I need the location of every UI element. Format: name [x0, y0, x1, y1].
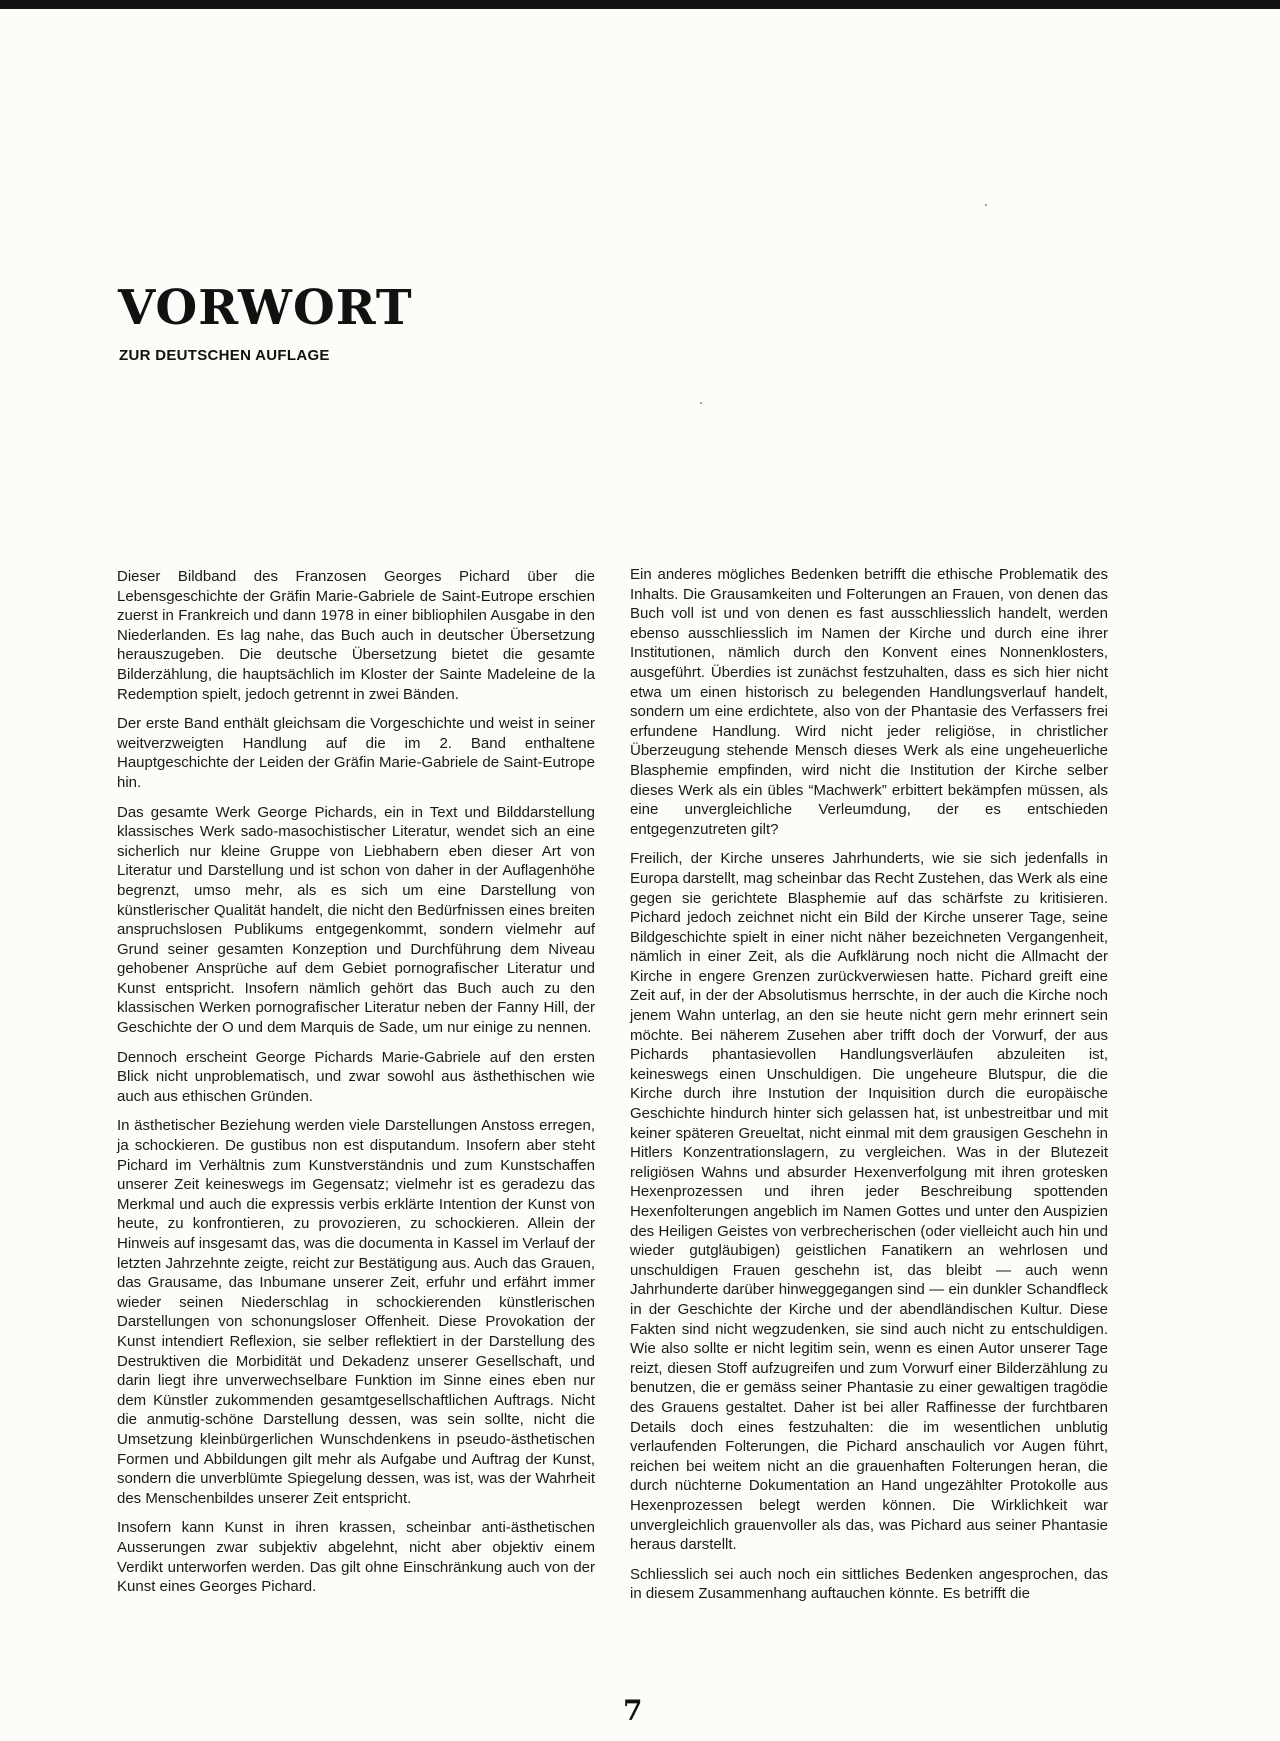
paragraph: Schliesslich sei auch noch ein sittliches Bedenken angesprochen, das in diesem Zusammenhang auftauchen könnte. Es betrifft die — [630, 1565, 1108, 1603]
paragraph: Ein anderes mögliches Bedenken betrifft die ethische Problematik des Inhalts. Die Grausamkeiten und Folterungen an Frauen, von denen das Buch voll ist und von denen es fast ausschliesslich handelt, werden ebenso ausschliesslich im Namen der Kirche und durch eine ihrer Institutionen, nämlich durch den Konvent eines Nonnenklosters, ausgeführt. Überdies ist zunächst festzuhalten, dass es sich hier nicht etwa um einen historisch zu belegenden Handlungsverlauf handelt, sondern um eine erdichtete, also von der Phantasie des Verfassers frei erfundene Handlung. Wird nicht jeder religiöse, in christlicher Überzeugung stehende Mensch dieses Werk als eine ungeheuerliche Blasphemie empfinden, wird nicht die Institution der Kirche selber dieses Werk als ein übles “Machwerk” erbittert bekämpfen müssen, als eine unvergleichliche Verleumdung, der es entschieden entgegenzutreten gilt? — [630, 566, 1108, 838]
paragraph: Dieser Bildband des Franzosen Georges Pichard über die Lebensgeschichte der Gräfin Marie-Gabriele de Saint-Eutrope erschien zuerst in Frankreich und dann 1978 in einer bibliophilen Ausgabe in den Niederlanden. Es lag nahe, das Buch auch in deutscher Übersetzung herauszugeben. Die deutsche Übersetzung bietet die gesamte Bilderzählung, die hauptsächlich im Kloster der Sainte Madeleine de la Redemption spielt, jedoch getrennt in zwei Bänden. — [117, 568, 595, 703]
paragraph: Der erste Band enthält gleichsam die Vorgeschichte und weist in seiner weitverzweigten Handlung auf die im 2. Band enthaltene Hauptgeschichte der Leiden der Gräfin Marie-Gabriele de Saint-Eutrope hin. — [117, 715, 595, 791]
paper-speck — [700, 402, 702, 404]
page-title: VORWORT — [118, 280, 413, 336]
right-text-column — [630, 565, 1108, 1614]
page-number: 7 — [623, 1694, 643, 1727]
paragraph: Freilich, der Kirche unseres Jahrhunderts, wie sie sich jedenfalls in Europa darstellt, mag scheinbar das Recht Zustehen, das Werk als eine gegen sie gerichtete Blasphemie auf das schärfste zu kritisieren. Pichard jedoch zeichnet nicht ein Bild der Kirche unserer Tage, seine Bildgeschichte spielt in einer nicht näher bezeichneten Vergangenheit, nämlich in einer Zeit, als die Aufklärung noch nicht die Allmacht der Kirche in engere Grenzen zurückverwiesen hatte. Pichard greift eine Zeit auf, in der der Absolutismus herrschte, in der auch die Kirche noch jenem Wahn unterlag, an den sie heute nicht gern mehr erinnert sein möchte. Bei näherem Zusehen aber trifft doch der Vorwurf, der aus Pichards phantasievollen Handlungsverläufen abzuleiten ist, keineswegs einen Unschuldigen. Die ungeheure Blutspur, die die Kirche durch ihre Instution der Inquisition durch die europäische Geschichte hindurch hinter sich gelassen hat, ist unbestreitbar und mit keiner späteren Greueltat, nicht einmal mit dem grausigen Geschehn in Hitlers Konzentrationslagern, zu vergleichen. Was in der Blutezeit religiösen Wahns und absurder Hexenverfolgung mit ihren grotesken Hexenprozessen und ihren jeder Beschreibung spottenden Hexenfolterungen angeblich im Namen Gottes und unter den Auspizien des Heiligen Geistes von verbrecherischen (oder vielleicht auch hin und wieder gutgläubigen) geistlichen Fanatikern an wehrlosen und unschuldigen Frauen geschehn ist, das bleibt — auch wenn Jahrhunderte darüber hinweggegangen sind — ein dunkler Schandfleck in der Geschichte der Kirche und der abendländischen Kultur. Diese Fakten sind nicht wegzudenken, sie sind auch nicht zu entschuldigen. Wie also sollte er nicht legitim sein, wenn es einen Autor unserer Tage reizt, diesen Stoff aufzugreifen und zum Vorwurf einer Bilderzählung zu benutzen, die er gemäss seiner Phantasie zu einer gewaltigen tragödie des Grauens gestaltet. Daher ist bei aller Raffinesse der furchtbaren Details doch eines festzuhalten: die im wesentlichen unblutig verlaufenden Folterungen, die Pichard anschaulich vor Augen führt, reichen bei weitem nicht an die grauenhaften Folterungen heran, die durch nüchterne Dokumentation an Hand ungezählter Protokolle aus Hexenprozessen belegt werden können. Die Wirklichkeit war unvergleichlich grauenvoller als das, was Pichard aus seiner Phantasie heraus darstellt. — [630, 850, 1108, 1554]
paragraph: Dennoch erscheint George Pichards Marie-Gabriele auf den ersten Blick nicht unproblematisch, und zwar sowohl aus ästhethischen wie auch aus ethischen Gründen. — [117, 1048, 595, 1105]
page-subtitle: ZUR DEUTSCHEN AUFLAGE — [119, 347, 330, 364]
paragraph: In ästhetischer Beziehung werden viele Darstellungen Anstoss erregen, ja schockieren. De gustibus non est disputandum. Insofern aber steht Pichard im Verhältnis zum Kunstverständnis und zum Kunstschaffen unserer Zeit keineswegs im Gegensatz; vielmehr ist es geradezu das Merkmal und auch die expressis verbis erklärte Intention der Kunst von heute, zu konfrontieren, zu provozieren, zu schockieren. Allein der Hinweis auf insgesamt das, was die documenta in Kassel im Verlauf der letzten Jahrzehnte zeigte, reicht zur Bestätigung aus. Auch das Grauen, das Grausame, das Inbumane unserer Zeit, erfuhr und erfährt immer wieder seinen Niederschlag in schockierenden künstlerischen Darstellungen von schonungsloser Offenheit. Diese Provokation der Kunst intendiert Reflexion, sie selber reflektiert in der Darstellung des Destruktiven die Morbidität und Dekadenz unserer Gesellschaft, und darin liegt ihre unverwechselbare Funktion im Sinne eines eben nur dem Künstler zukommenden gesamtgesellschaftlichen Auftrags. Nicht die anmutig-schöne Darstellung dessen, was sein sollte, nicht die Umsetzung kleinbürgerlichen Wunschdenkens in pseudo-ästhetischen Formen und Abbildungen gilt mehr als Aufgabe und Auftrag der Kunst, sondern die unverblümte Spiegelung dessen, was ist, was der Wahrheit des Menschenbildes unserer Zeit entspricht. — [117, 1117, 595, 1507]
left-text-column — [117, 567, 595, 1607]
paper-speck — [985, 204, 987, 206]
top-edge-bar — [0, 0, 1280, 9]
paragraph: Das gesamte Werk George Pichards, ein in Text und Bilddarstellung klassisches Werk sado-masochistischer Literatur, wendet sich an eine sicherlich nur kleine Gruppe von Liebhabern eben dieser Art von Literatur und Darstellung und ist schon von daher in der Auflagenhöhe begrenzt, umso mehr, als es sich um eine Darstellung von künstlerischer Qualität handelt, die nicht den Bedürfnissen eines breiten anspruchslosen Publikums entgegenkommt, sondern vielmehr auf Grund seiner gesamten Konzeption und Durchführung dem Niveau gehobener Ansprüche auf dem Gebiet pornografischer Literatur und Kunst entspricht. Insofern nämlich gehört das Buch auch zu den klassischen Werken pornografischer Literatur neben der Fanny Hill, der Geschichte der O und dem Marquis de Sade, um nur einige zu nennen. — [117, 803, 595, 1037]
paragraph: Insofern kann Kunst in ihren krassen, scheinbar anti-ästhetischen Ausserungen zwar subjektiv abgelehnt, nicht aber objektiv einem Verdikt unterworfen werden. Das gilt ohne Einschränkung auch von der Kunst eines Georges Pichard. — [117, 1519, 595, 1596]
